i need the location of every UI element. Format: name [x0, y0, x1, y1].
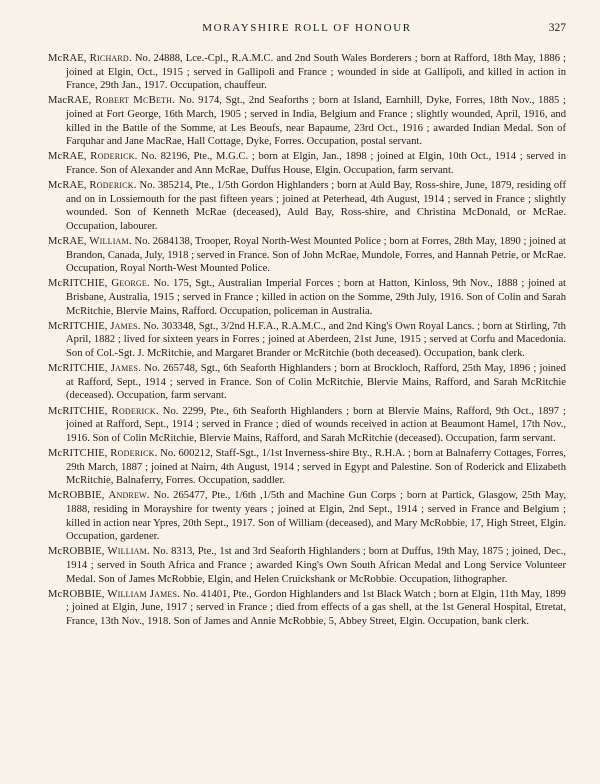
- roll-entry: [48, 447, 566, 488]
- entry-surname: McRITCHIE,: [48, 405, 108, 417]
- entry-surname: McRAE,: [48, 180, 87, 192]
- roll-entry: [48, 362, 566, 403]
- entry-surname: McROBBIE,: [48, 490, 105, 502]
- entry-text: No. 303348, Sgt., 3/2nd H.F.A., R.A.M.C., and 2nd King's Own Royal Lancs. ; born at Stirling, 7th April, 1882 ; lived for sixteen years in Forres ; joined at Aberdeen, 21st June, 1915 ; served at Corfu and Macedonia. Son of Col.-Sgt. J. McRitchie, and Margaret Brander or McRitchie (both deceased). Occupation, bank clerk.: [66, 320, 566, 360]
- entry-surname: McRITCHIE,: [48, 363, 108, 375]
- entry-given-name: Andrew.: [108, 489, 150, 502]
- roll-entry: [48, 150, 566, 177]
- roll-entry: [48, 588, 566, 629]
- roll-entries: [48, 52, 566, 628]
- entry-given-name: Roderick.: [110, 446, 158, 459]
- page-number: 327: [548, 22, 566, 34]
- running-head: [48, 22, 566, 42]
- roll-entry: [48, 320, 566, 361]
- entry-given-name: William.: [89, 235, 132, 248]
- entry-text: No. 385214, Pte., 1/5th Gordon Highlanders ; born at Auld Bay, Ross-shire, June, 1879, residing off and on in Lossiemouth for the past fifteen years ; joined at Peterhead, 4th August, 1914 ; served in France ; slightly wounded. Son of Kenneth McRae (deceased), Auld Bay, Ross-shire, and Christina McDonald, or McRae. Occupation, labourer.: [66, 180, 566, 232]
- entry-given-name: George.: [111, 277, 150, 290]
- entry-surname: McRITCHIE,: [48, 278, 108, 290]
- entry-text: No. 8313, Pte., 1st and 3rd Seaforth Highlanders ; born at Duffus, 19th May, 1875 ; joined, Dec., 1914 ; served in South Africa and France ; awarded King's Own South African Medal and Long Service Volunteer Medal. Son of James McRobbie, Elgin, and Helen Cruickshank or McRobbie. Occupation, lithographer.: [66, 546, 566, 585]
- entry-text: No. 265477, Pte., 1/6th ,1/5th and Machine Gun Corps ; born at Partick, Glasgow, 25th May, 1888, residing in Morayshire for twenty years ; joined at Elgin, 2nd Sept., 1914 ; served in France and Belgium ; killed in action near Ypres, 20th Sept., 1917. Son of William (deceased), and Mary McRobbie, 17, High Street, Elgin. Occupation, gardener.: [66, 490, 567, 543]
- entry-given-name: William James.: [107, 587, 181, 600]
- roll-entry: [48, 179, 566, 233]
- roll-entry: [48, 235, 566, 276]
- entry-surname: McRITCHIE,: [48, 320, 108, 332]
- roll-entry: [48, 94, 566, 148]
- entry-text: No. 82196, Pte., M.G.C. ; born at Elgin, Jan., 1898 ; joined at Elgin, 10th Oct., 1914 ; served in France. Son of Alexander and Ann McRae, Duffus House, Elgin. Occupation, farm servant.: [66, 151, 567, 176]
- entry-text: No. 175, Sgt., Australian Imperial Forces ; born at Hatton, Kinloss, 9th Nov., 1888 ; joined at Brisbane, Australia, 1915 ; served in France ; killed in action on the Somme, 29th July, 1916. Son of Colin and Sarah McRitchie, Blervie Mains, Rafford. Occupation, policeman in Australia.: [66, 278, 566, 317]
- entry-text: No. 2684138, Trooper, Royal North-West Mounted Police ; born at Forres, 28th May, 1890 ; joined at Brandon, Canada, July, 1918 ; served in France. Son of John McRae, Mundole, Forres, and Hannah Petrie, or McRae. Occupation, Royal North-West Mounted Police.: [66, 236, 566, 275]
- entry-given-name: Richard.: [89, 52, 132, 64]
- roll-entry: [48, 405, 566, 446]
- entry-given-name: Roderick.: [89, 179, 137, 192]
- page-title: MORAYSHIRE ROLL OF HONOUR: [202, 22, 412, 34]
- entry-given-name: Roderick.: [111, 404, 159, 417]
- entry-surname: McRITCHIE,: [48, 447, 108, 459]
- roll-entry: [48, 489, 566, 543]
- entry-surname: McRAE,: [48, 236, 87, 248]
- entry-given-name: Robert McBeth.: [95, 94, 176, 107]
- entry-surname: McRAE,: [48, 151, 87, 163]
- entry-surname: McROBBIE,: [48, 588, 105, 600]
- entry-text: No. 2299, Pte., 6th Seaforth Highlanders ; born at Blervie Mains, Rafford, 9th Oct., 1897 ; joined at Rafford, Sept., 1914 ; served in France ; died of wounds received in action at Beaumont Hamel, 17th Nov., 1916. Son of Colin McRitchie, Blervie Mains, Rafford, and Sarah McRitchie (deceased). Occupation, farm servant.: [66, 405, 566, 444]
- roll-entry: [48, 545, 566, 586]
- entry-surname: MacRAE,: [48, 95, 92, 107]
- entry-text: No. 600212, Staff-Sgt., 1/1st Inverness-shire Bty., R.H.A. ; born at Balnaferry Cottages, Forres, 29th March, 1887 ; joined at Nairn, 4th August, 1914 ; served in Egypt and Palestine. Son of Roderick and Elizabeth McRitchie, Balnaferry, Forres. Occupation, saddler.: [66, 447, 566, 487]
- entry-text: No. 41401, Pte., Gordon Highlanders and 1st Black Watch ; born at Elgin, 11th May, 1899 ; joined at Elgin, June, 1917 ; served in France ; died from effects of a gas shell, at the 1st General Hospital, Etretat, France, 13th Nov., 1918. Son of James and Annie McRobbie, 5, Abbey Street, Elgin. Occupation, bank clerk.: [66, 588, 566, 627]
- roll-entry: [48, 277, 566, 318]
- entry-given-name: James.: [110, 362, 142, 375]
- roll-entry: [48, 52, 566, 93]
- entry-text: No. 265748, Sgt., 6th Seaforth Highlanders ; born at Brockloch, Rafford, 25th May, 1896 ; joined at Rafford, Sept., 1914 ; served in France. Son of Colin McRitchie, Blervie Mains, Rafford, and Sarah McRitchie (deceased). Occupation, farm servant.: [66, 363, 566, 402]
- entry-text: No. 9174, Sgt., 2nd Seaforths ; born at Island, Earnhill, Dyke, Forres, 18th Nov., 1885 ; joined at Fort George, 16th March, 1905 ; served in India, Belgium and France ; slightly wounded, April, 1916, and killed in the Battle of the Somme, at Les Beoufs, near Bapaume, 23rd Oct., 1916 ; awarded Indian Medal. Son of Farquhar and Jane MacRae, Hall Cottage, Dyke, Forres. Occupation, postal servant.: [66, 95, 566, 148]
- entry-given-name: Roderick.: [90, 150, 138, 163]
- entry-given-name: James.: [110, 319, 141, 332]
- entry-text: No. 24888, Lce.-Cpl., R.A.M.C. and 2nd South Wales Borderers ; born at Rafford, 18th May, 1886 ; joined at Elgin, Oct., 1915 ; served in Gallipoli and France ; wounded in side at Gallipoli, and killed in action in France, 29th Jan., 1917. Occupation, chauffeur.: [66, 53, 567, 92]
- entry-surname: McROBBIE,: [48, 546, 105, 558]
- entry-surname: McRAE,: [48, 53, 87, 64]
- entry-given-name: William.: [107, 545, 150, 558]
